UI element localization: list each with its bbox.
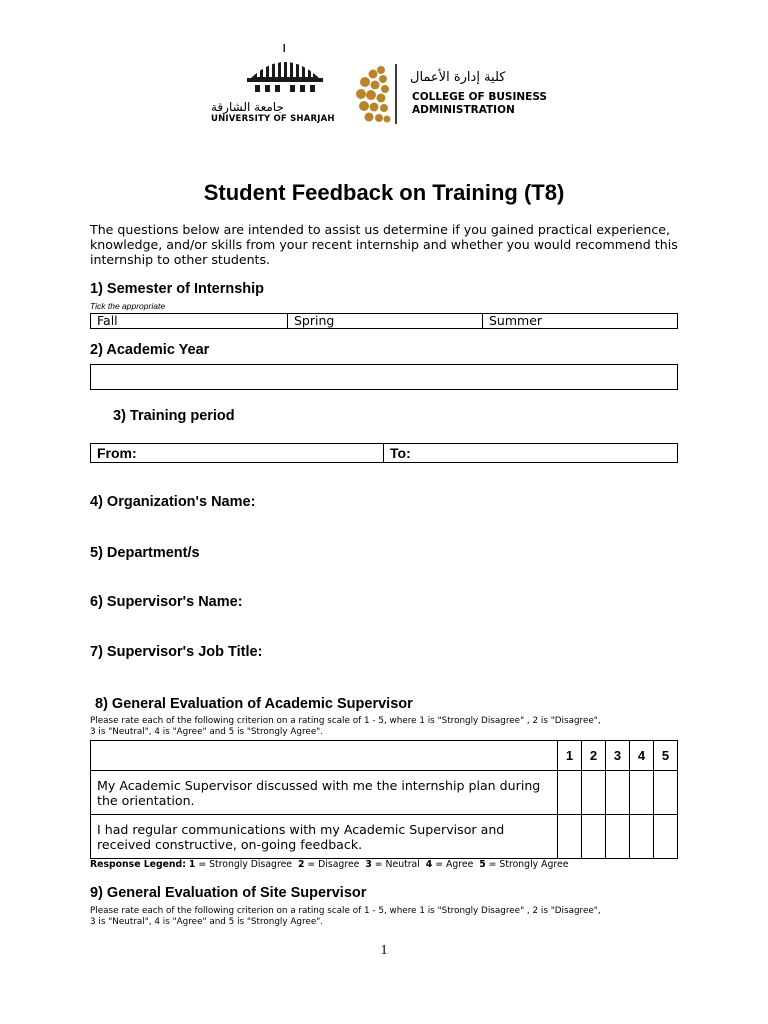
semester-option-summer[interactable]: Summer	[483, 314, 678, 329]
rating-cell-3[interactable]	[606, 771, 630, 815]
rating-cell-3[interactable]	[606, 815, 630, 859]
rating-cell-1[interactable]	[558, 815, 582, 859]
college-name-arabic: كلية إدارة الأعمال	[410, 70, 506, 85]
table-row	[91, 771, 678, 815]
rating-cell-5[interactable]	[654, 815, 678, 859]
q7-heading: 7) Supervisor's Job Title:	[90, 644, 263, 660]
logo-divider	[395, 64, 397, 124]
legend-text: = Strongly Disagree	[198, 859, 293, 870]
statement-cell: I had regular communications with my Academic Supervisor and received constructive, on-going feedback.	[91, 815, 558, 859]
legend-text: = Strongly Agree	[488, 859, 569, 870]
to-field[interactable]: To:	[384, 444, 678, 463]
scale-header-1: 1	[558, 741, 582, 771]
header-logos	[205, 44, 555, 128]
q9-instructions-line2: 3 is "Neutral", 4 is "Agree" and 5 is "Strongly Agree".	[90, 917, 324, 927]
q2-heading: 2) Academic Year	[90, 342, 210, 358]
q8-heading: 8) General Evaluation of Academic Supervisor	[95, 696, 413, 712]
college-name-line2: ADMINISTRATION	[412, 104, 515, 116]
college-emblem-logo	[355, 64, 393, 126]
q9-instructions-line1: Please rate each of the following criterion on a rating scale of 1 - 5, where 1 is "Strongly Disagree" , 2 is "Disagree",	[90, 906, 601, 916]
university-dome-logo	[245, 44, 325, 100]
q8-instructions-line1: Please rate each of the following criterion on a rating scale of 1 - 5, where 1 is "Strongly Disagree" , 2 is "Disagree",	[90, 716, 601, 726]
response-legend	[90, 859, 568, 870]
legend-num: 1	[188, 859, 196, 870]
q1-hint: Tick the appropriate	[90, 301, 166, 311]
q1-heading: 1) Semester of Internship	[90, 281, 265, 297]
rating-cell-4[interactable]	[630, 815, 654, 859]
q9-heading: 9) General Evaluation of Site Supervisor	[90, 885, 367, 901]
rating-cell-4[interactable]	[630, 771, 654, 815]
college-name-line1: COLLEGE OF BUSINESS	[412, 91, 547, 103]
university-name: UNIVERSITY OF SHARJAH	[211, 114, 335, 124]
scale-header-2: 2	[582, 741, 606, 771]
q3-heading: 3) Training period	[113, 408, 235, 424]
legend-label: Response Legend:	[90, 859, 186, 870]
scale-header-5: 5	[654, 741, 678, 771]
rating-cell-2[interactable]	[582, 815, 606, 859]
q4-heading: 4) Organization's Name:	[90, 494, 256, 510]
rating-cell-5[interactable]	[654, 771, 678, 815]
training-period-table	[90, 443, 678, 463]
rating-header-row	[91, 741, 678, 771]
intro-paragraph: The questions below are intended to assist us determine if you gained practical experience, knowledge, and/or skills from your recent internship and whether you would recommend this internship to other students.	[90, 222, 678, 267]
q6-heading: 6) Supervisor's Name:	[90, 594, 243, 610]
legend-num: 5	[479, 859, 486, 870]
rating-cell-1[interactable]	[558, 771, 582, 815]
semester-table	[90, 313, 678, 329]
legend-text: = Agree	[435, 859, 474, 870]
statement-cell: My Academic Supervisor discussed with me the internship plan during the orientation.	[91, 771, 558, 815]
semester-option-fall[interactable]: Fall	[91, 314, 288, 329]
legend-num: 4	[425, 859, 433, 870]
academic-supervisor-rating-table	[90, 740, 678, 859]
legend-num: 3	[365, 859, 372, 870]
from-field[interactable]: From:	[91, 444, 384, 463]
university-name-arabic: جامعة الشارقة	[211, 100, 284, 114]
rating-cell-2[interactable]	[582, 771, 606, 815]
scale-header-3: 3	[606, 741, 630, 771]
document-title: Student Feedback on Training (T8)	[203, 180, 565, 205]
statement-header-cell	[91, 741, 558, 771]
page-number: 1	[380, 943, 388, 958]
table-row	[91, 815, 678, 859]
academic-year-field[interactable]	[90, 364, 678, 390]
q5-heading: 5) Department/s	[90, 545, 200, 561]
semester-option-spring[interactable]: Spring	[288, 314, 483, 329]
q8-instructions-line2: 3 is "Neutral", 4 is "Agree" and 5 is "Strongly Agree".	[90, 727, 324, 737]
legend-text: = Neutral	[374, 859, 420, 870]
legend-text: = Disagree	[307, 859, 360, 870]
legend-num: 2	[297, 859, 305, 870]
scale-header-4: 4	[630, 741, 654, 771]
